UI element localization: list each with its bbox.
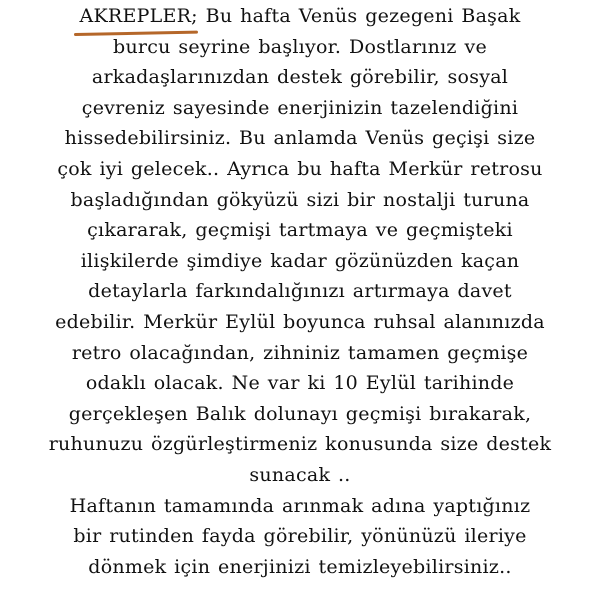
text-line-8: çıkararak, geçmişi tartmaya ve geçmişteki — [87, 219, 513, 242]
text-line-6: çok iyi gelecek.. Ayrıca bu hafta Merkür retrosu — [57, 157, 543, 180]
sign-heading — [80, 1, 198, 32]
text-line-14: gerçekleşen Balık dolunayı geçmişi bırakarak, — [68, 402, 532, 425]
text-line-1 — [0, 1, 600, 32]
text-line-16: sunacak .. — [249, 463, 351, 486]
text-line-9: ilişkilerde şimdiye kadar gözünüzden kaçan — [80, 249, 520, 272]
text-line-17: Haftanın tamamında arınmak adına yaptığınız — [69, 494, 531, 517]
text-line-5: hissedebilirsiniz. Bu anlamda Venüs geçişi size — [64, 127, 536, 150]
text-line-13: odaklı olacak. Ne var ki 10 Eylül tarihinde — [85, 372, 515, 395]
text-line-19: dönmek için enerjinizi temizleyebilirsiniz.. — [88, 555, 512, 578]
text-line-11: edebilir. Merkür Eylül boyunca ruhsal alanınızda — [55, 310, 545, 333]
text-line-3: arkadaşlarınızdan destek görebilir, sosyal — [91, 66, 509, 89]
text-line-15: ruhunuzu özgürleştirmeniz konusunda size destek — [48, 433, 552, 456]
text-line-2: burcu seyrine başlıyor. Dostlarınız ve — [113, 35, 487, 58]
first-line-text: Bu hafta Venüs gezegeni Başak — [197, 5, 521, 27]
text-line-12: retro olacağından, zihniniz tamamen geçmişe — [71, 341, 529, 364]
text-line-10: detaylarla farkındalığınızı artırmaya davet — [88, 280, 512, 303]
horoscope-text — [0, 1, 600, 582]
text-line-4: çevreniz sayesinde enerjinizin tazelendiğini — [81, 96, 519, 119]
sign-heading-text: AKREPLER; — [79, 5, 198, 27]
text-line-18: bir rutinden fayda görebilir, yönünüzü ileriye — [73, 525, 527, 548]
text-line-7: başladığından gökyüzü sizi bir nostalji turuna — [70, 188, 530, 211]
